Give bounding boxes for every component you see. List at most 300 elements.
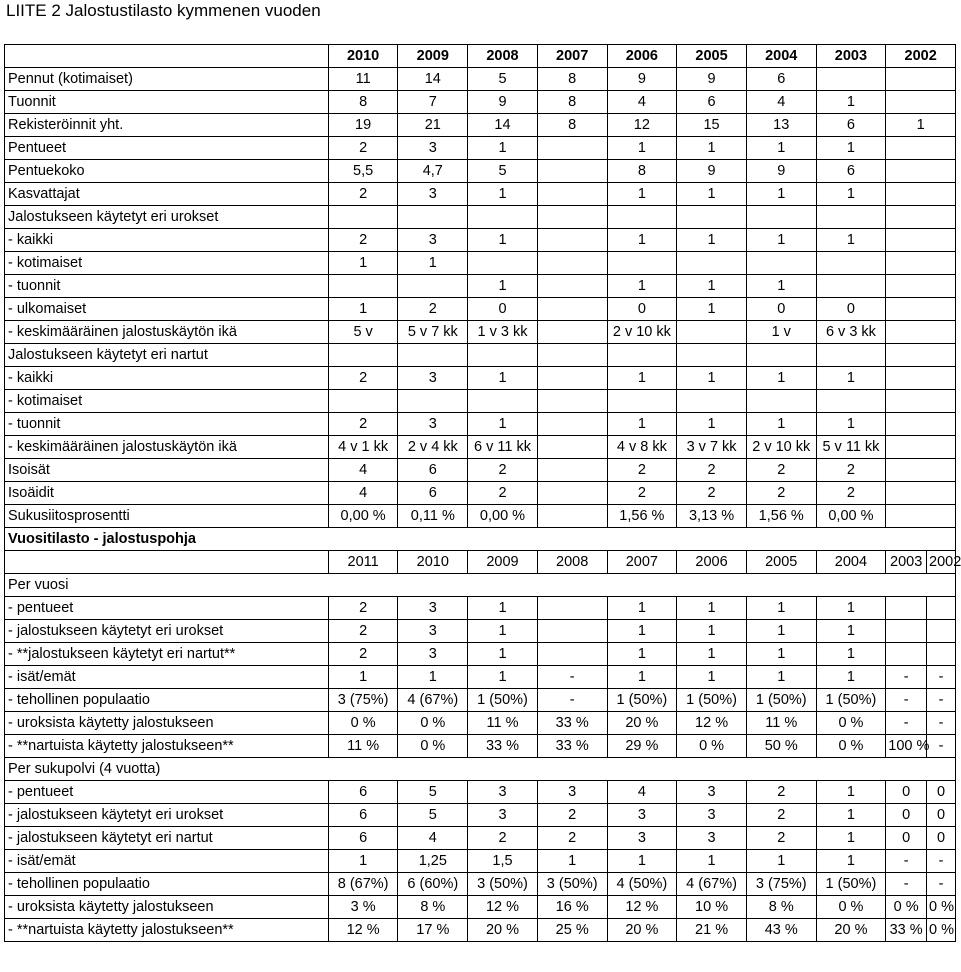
table-cell: 1 [746, 367, 816, 390]
table-cell: 1 [468, 275, 538, 298]
table-cell: 0 [886, 827, 927, 850]
table-cell: 9 [468, 91, 538, 114]
table-cell [886, 206, 956, 229]
table-cell: 3 (50%) [537, 873, 607, 896]
table-cell: 3 [398, 413, 468, 436]
table-cell: 6 [398, 459, 468, 482]
table-cell: - [927, 666, 956, 689]
table-cell: 1 [328, 252, 398, 275]
year-header-cell: 2010 [398, 551, 468, 574]
table-cell: 6 [816, 160, 886, 183]
table-cell: 1 [746, 413, 816, 436]
table-cell: 1 [468, 183, 538, 206]
table-cell: 1 [677, 850, 747, 873]
table-cell: - [886, 712, 927, 735]
year-header-cell: 2004 [816, 551, 886, 574]
breeding-statistics-table [4, 44, 961, 942]
table-cell: 1 [816, 781, 886, 804]
table-cell: 8 (67%) [328, 873, 398, 896]
table-cell: - [927, 850, 956, 873]
row-label: - jalostukseen käytetyt eri urokset [5, 620, 329, 643]
table-cell: 2 [328, 643, 398, 666]
table-cell: 0 % [398, 735, 468, 758]
table-cell [677, 390, 747, 413]
table-row [5, 137, 956, 160]
table-cell [537, 620, 607, 643]
table-cell: 9 [677, 68, 747, 91]
row-label: Rekisteröinnit yht. [5, 114, 329, 137]
table-row [5, 275, 956, 298]
table-cell: 100 % [886, 735, 927, 758]
table-row [5, 666, 956, 689]
table-cell: 9 [746, 160, 816, 183]
table-cell: 9 [677, 160, 747, 183]
table-cell [886, 643, 927, 666]
table-cell: 1 [677, 597, 747, 620]
row-label: Pentuekoko [5, 160, 329, 183]
table-row [5, 390, 956, 413]
year-header-cell: 2003 [886, 551, 927, 574]
table-cell: 20 % [607, 919, 677, 942]
row-label: - kotimaiset [5, 390, 329, 413]
table-cell [886, 459, 956, 482]
table-cell [537, 459, 607, 482]
table-cell: 4 [328, 459, 398, 482]
table-cell: 3 [677, 827, 747, 850]
row-label: - pentueet [5, 781, 329, 804]
subsection-label: Per sukupolvi (4 vuotta) [5, 758, 956, 781]
table-cell: 1 [468, 643, 538, 666]
table-cell: 2 [328, 137, 398, 160]
table-cell [816, 68, 886, 91]
table-cell [537, 275, 607, 298]
table-cell [886, 137, 956, 160]
year-header-cell: 2004 [746, 45, 816, 68]
row-label: Jalostukseen käytetyt eri nartut [5, 344, 329, 367]
table-cell: 14 [468, 114, 538, 137]
table-cell [537, 390, 607, 413]
table-cell: 0,00 % [468, 505, 538, 528]
table-cell: 12 [607, 114, 677, 137]
table-cell: 6 [398, 482, 468, 505]
table-cell [537, 505, 607, 528]
table-cell: 1 [677, 367, 747, 390]
table-cell: 1 [816, 643, 886, 666]
table-cell: 1 (50%) [607, 689, 677, 712]
table-cell: 1 [746, 229, 816, 252]
table-cell [607, 206, 677, 229]
table-cell: - [537, 666, 607, 689]
table-cell [398, 390, 468, 413]
table-cell: 3 [398, 183, 468, 206]
table-cell: 1 [607, 643, 677, 666]
table-cell: 3 [398, 643, 468, 666]
row-label: - keskimääräinen jalostuskäytön ikä [5, 436, 329, 459]
table-cell: 4 [607, 781, 677, 804]
page-title: LIITE 2 Jalostustilasto kymmenen vuoden [6, 1, 321, 20]
table-cell: 1 [468, 666, 538, 689]
table-cell: 1 (50%) [677, 689, 747, 712]
table-cell [816, 206, 886, 229]
table-cell: 1 [607, 183, 677, 206]
table-cell: 0 % [927, 896, 956, 919]
table-cell: 0,00 % [816, 505, 886, 528]
table-cell [468, 206, 538, 229]
row-label: - keskimääräinen jalostuskäytön ikä [5, 321, 329, 344]
table-row [5, 114, 956, 137]
table-cell: 0,00 % [328, 505, 398, 528]
table-cell: 12 % [468, 896, 538, 919]
table-cell: 17 % [398, 919, 468, 942]
table-cell: 1 [607, 666, 677, 689]
table-cell: 2 [537, 827, 607, 850]
row-label: - kaikki [5, 229, 329, 252]
table-cell [886, 505, 956, 528]
row-label: - jalostukseen käytetyt eri nartut [5, 827, 329, 850]
table-cell: 8 [607, 160, 677, 183]
table-cell: 8 [537, 68, 607, 91]
table-cell: 4,7 [398, 160, 468, 183]
year-header-cell: 2007 [607, 551, 677, 574]
table-cell: - [886, 850, 927, 873]
table-cell: 12 % [328, 919, 398, 942]
table-cell: 3 [398, 229, 468, 252]
row-label: - ulkomaiset [5, 298, 329, 321]
table-cell: 6 [816, 114, 886, 137]
table-cell: 20 % [816, 919, 886, 942]
table-cell [886, 390, 956, 413]
table-cell: 1 [677, 229, 747, 252]
table-cell: - [537, 689, 607, 712]
year-header-cell: 2008 [537, 551, 607, 574]
table-cell [746, 252, 816, 275]
table-cell: 13 [746, 114, 816, 137]
table-row [5, 689, 956, 712]
table-cell: 2 [607, 482, 677, 505]
table-cell [537, 252, 607, 275]
table-cell [886, 91, 956, 114]
table-cell: 1 [816, 413, 886, 436]
table-cell: - [927, 689, 956, 712]
table-cell [468, 252, 538, 275]
row-label: - isät/emät [5, 850, 329, 873]
table-cell: 2 v 10 kk [746, 436, 816, 459]
table-cell: 4 v 1 kk [328, 436, 398, 459]
table-cell: 6 [746, 68, 816, 91]
table-cell: 0 [927, 827, 956, 850]
row-label: - tehollinen populaatio [5, 873, 329, 896]
table-cell: 2 [746, 804, 816, 827]
table-cell [886, 413, 956, 436]
table-cell [537, 482, 607, 505]
table-cell: 1 [677, 183, 747, 206]
table-cell: 1 [816, 850, 886, 873]
table-cell: 1 [816, 183, 886, 206]
table-cell: 16 % [537, 896, 607, 919]
table-cell: 2 [328, 620, 398, 643]
header-label-cell [5, 551, 329, 574]
table-cell: 1 (50%) [816, 873, 886, 896]
table-cell: 5 [468, 160, 538, 183]
table-cell: 1 [607, 413, 677, 436]
table-cell: 5 v 7 kk [398, 321, 468, 344]
table-cell: 33 % [537, 735, 607, 758]
table-cell: 1 [607, 597, 677, 620]
table-cell: 1,25 [398, 850, 468, 873]
table-cell: 0 % [328, 712, 398, 735]
table-cell [607, 252, 677, 275]
table-cell: 1 [328, 850, 398, 873]
table-cell: 8 [537, 114, 607, 137]
row-label: Tuonnit [5, 91, 329, 114]
table-cell: 1 [746, 183, 816, 206]
table-cell: 50 % [746, 735, 816, 758]
table-cell: 2 [328, 183, 398, 206]
table-cell: 2 [328, 597, 398, 620]
table-cell: 1 [468, 367, 538, 390]
table-cell: 1 [886, 114, 956, 137]
table-cell: 0,11 % [398, 505, 468, 528]
table-row [5, 597, 956, 620]
table-cell: 12 % [677, 712, 747, 735]
table-cell [468, 390, 538, 413]
table-cell: 15 [677, 114, 747, 137]
table-cell [537, 344, 607, 367]
table-cell: 1 [816, 367, 886, 390]
table-cell: 20 % [468, 919, 538, 942]
table-cell: 6 (60%) [398, 873, 468, 896]
table-cell: 0 [886, 804, 927, 827]
table-row [5, 183, 956, 206]
table-row [5, 643, 956, 666]
table-cell [816, 275, 886, 298]
table-cell: 1 [677, 643, 747, 666]
table-cell [886, 597, 927, 620]
table-cell: 3 [398, 597, 468, 620]
table-cell: 1 [607, 137, 677, 160]
table-row [5, 919, 956, 942]
table-cell: - [886, 689, 927, 712]
table-cell: 1 (50%) [468, 689, 538, 712]
table-cell [398, 206, 468, 229]
table-cell [328, 206, 398, 229]
subsection-label: Per vuosi [5, 574, 956, 597]
table-cell: 3 (75%) [328, 689, 398, 712]
table-cell: 1 [746, 137, 816, 160]
year-header-cell: 2006 [607, 45, 677, 68]
header-label-cell [5, 45, 329, 68]
table-row [5, 321, 956, 344]
year-header-cell: 2005 [746, 551, 816, 574]
table-cell: 0 [746, 298, 816, 321]
table-cell [398, 275, 468, 298]
table-cell [746, 206, 816, 229]
year-header-cell: 2010 [328, 45, 398, 68]
table-cell: 4 (67%) [398, 689, 468, 712]
table-cell: 8 % [398, 896, 468, 919]
year-header-cell: 2011 [328, 551, 398, 574]
row-label: - tuonnit [5, 413, 329, 436]
table-row [5, 91, 956, 114]
table-cell: 21 [398, 114, 468, 137]
table-cell: 1 [607, 620, 677, 643]
table-cell: 2 [746, 827, 816, 850]
table-cell: 9 [607, 68, 677, 91]
table-cell: 0 % [816, 712, 886, 735]
table-cell: 3 [398, 367, 468, 390]
table-cell: 3 [398, 620, 468, 643]
table-cell [537, 206, 607, 229]
table-cell [886, 229, 956, 252]
row-label: Pentueet [5, 137, 329, 160]
row-label: - **nartuista käytetty jalostukseen** [5, 919, 329, 942]
table-cell [886, 275, 956, 298]
row-label: Jalostukseen käytetyt eri urokset [5, 206, 329, 229]
table-cell: 1 [537, 850, 607, 873]
table-cell: 3 v 7 kk [677, 436, 747, 459]
table-row [5, 482, 956, 505]
table-row [5, 160, 956, 183]
table-row [5, 344, 956, 367]
table-cell [886, 68, 956, 91]
table-cell: 1 [816, 827, 886, 850]
table-cell: 5 v [328, 321, 398, 344]
table-cell: 8 [537, 91, 607, 114]
table-cell [886, 620, 927, 643]
table-cell: 1 [398, 252, 468, 275]
table-cell: 0 [927, 781, 956, 804]
table-cell: 11 % [746, 712, 816, 735]
table-cell: 1 [468, 137, 538, 160]
table-cell: 12 % [607, 896, 677, 919]
table-cell: 0 % [886, 896, 927, 919]
table-cell: 1 [607, 229, 677, 252]
table-cell: 5 v 11 kk [816, 436, 886, 459]
subsection-label-row [5, 758, 956, 781]
table-cell: 6 [328, 827, 398, 850]
table-cell: 5 [398, 781, 468, 804]
table-row [5, 620, 956, 643]
table-cell: 3 [468, 781, 538, 804]
table-cell: 43 % [746, 919, 816, 942]
table-cell: 1 [607, 275, 677, 298]
row-label: - kaikki [5, 367, 329, 390]
table-cell: 1 [607, 367, 677, 390]
table-cell: 2 [816, 482, 886, 505]
row-label: Sukusiitosprosentti [5, 505, 329, 528]
table-cell: 3 (50%) [468, 873, 538, 896]
year-header-cell: 2005 [677, 45, 747, 68]
table-row [5, 436, 956, 459]
table-cell: 1 [677, 666, 747, 689]
table-cell: 2 [537, 804, 607, 827]
table-cell: 21 % [677, 919, 747, 942]
table-cell: 0 % [927, 919, 956, 942]
table-cell: 33 % [886, 919, 927, 942]
table-cell [886, 436, 956, 459]
table-cell [677, 252, 747, 275]
table-cell [537, 137, 607, 160]
table-row [5, 735, 956, 758]
table-cell [886, 344, 956, 367]
table-cell: 1 [328, 298, 398, 321]
table-cell: 2 [398, 298, 468, 321]
table-cell: 1 [677, 620, 747, 643]
table-cell [746, 344, 816, 367]
table-cell: 3 [607, 827, 677, 850]
table-cell: 3 [677, 781, 747, 804]
table-cell: 3 [468, 804, 538, 827]
table-cell: 1,56 % [746, 505, 816, 528]
table-cell: 33 % [537, 712, 607, 735]
table-cell: 1 [746, 666, 816, 689]
table-cell: 0 % [816, 896, 886, 919]
table-cell: - [927, 712, 956, 735]
table-cell [537, 643, 607, 666]
row-label: - jalostukseen käytetyt eri urokset [5, 804, 329, 827]
row-label: Kasvattajat [5, 183, 329, 206]
table-cell: 4 (50%) [607, 873, 677, 896]
year-header-cell: 2002 [886, 45, 956, 68]
table-cell [607, 344, 677, 367]
section-title: Vuositilasto - jalostuspohja [5, 528, 956, 551]
year-header-cell: 2003 [816, 45, 886, 68]
table-cell: 1 [468, 597, 538, 620]
table-cell: 3 [537, 781, 607, 804]
table-cell [886, 252, 956, 275]
table-cell: 4 v 8 kk [607, 436, 677, 459]
table-cell: 1 [816, 229, 886, 252]
table-cell [886, 160, 956, 183]
row-label: - tuonnit [5, 275, 329, 298]
table-cell: 2 [468, 827, 538, 850]
table-row [5, 873, 956, 896]
table-cell: 33 % [468, 735, 538, 758]
table-cell [927, 643, 956, 666]
table-cell: 1 v 3 kk [468, 321, 538, 344]
table-row [5, 712, 956, 735]
table-cell: 2 [677, 482, 747, 505]
table-cell: 2 [677, 459, 747, 482]
year-header-cell: 2007 [537, 45, 607, 68]
table-cell: 1 [816, 137, 886, 160]
table-cell: 1 [677, 413, 747, 436]
row-label: Pennut (kotimaiset) [5, 68, 329, 91]
table-cell: 4 [328, 482, 398, 505]
table-cell [886, 482, 956, 505]
table-cell: 20 % [607, 712, 677, 735]
table-cell [677, 206, 747, 229]
year-header-cell: 2009 [468, 551, 538, 574]
table-cell [537, 298, 607, 321]
row-label: Isoisät [5, 459, 329, 482]
table-cell [328, 275, 398, 298]
table-cell: 2 [746, 781, 816, 804]
table-cell: 14 [398, 68, 468, 91]
table-cell: 19 [328, 114, 398, 137]
table-cell: 6 [328, 781, 398, 804]
table-cell: - [927, 735, 956, 758]
table-cell: 0 [816, 298, 886, 321]
table-row [5, 804, 956, 827]
table-cell: 0 [468, 298, 538, 321]
table-cell [886, 298, 956, 321]
table-cell [537, 436, 607, 459]
table-cell [537, 413, 607, 436]
table-row [5, 505, 956, 528]
table-cell: 1 [746, 643, 816, 666]
table-cell: 1 [816, 597, 886, 620]
